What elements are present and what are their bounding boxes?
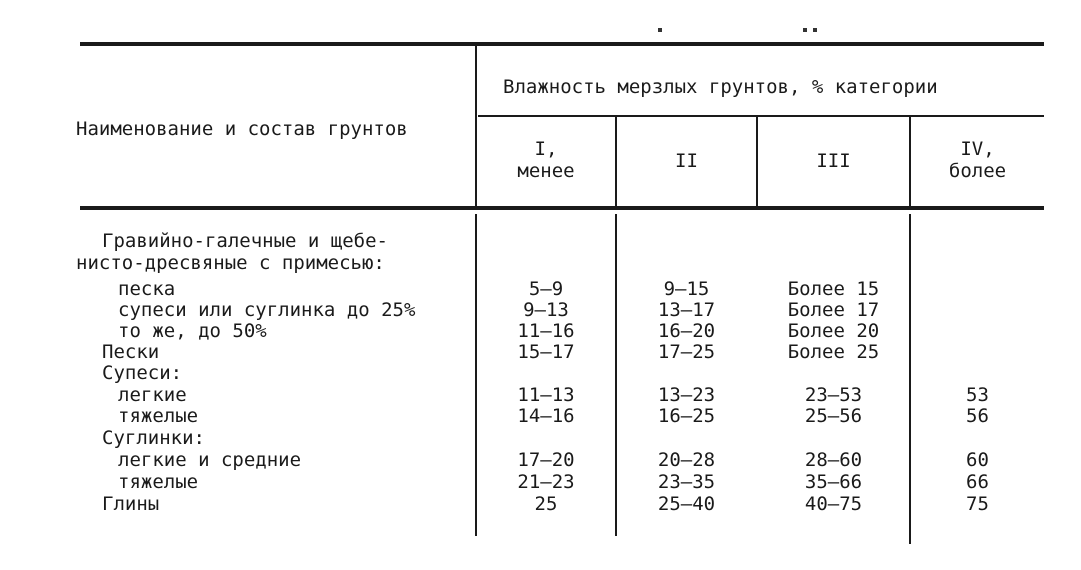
print-speck xyxy=(803,28,807,32)
row-name: супеси или суглинка до 25% xyxy=(118,299,416,321)
row-value-c2: 13—17 xyxy=(657,299,716,321)
row-value-c4: 56 xyxy=(966,405,989,427)
row-value-c4: 60 xyxy=(966,449,989,471)
row-value-c2: 17—25 xyxy=(657,341,716,363)
row-value-c3: Более 15 xyxy=(787,278,880,300)
header-bottom-rule xyxy=(80,206,1044,210)
row-value-c4: 75 xyxy=(966,493,989,515)
row-name: Пески xyxy=(102,341,160,363)
top-rule xyxy=(80,42,1044,46)
row-value-c2: 16—25 xyxy=(657,405,716,427)
row-name: Глины xyxy=(102,493,160,515)
row-name: легкие xyxy=(118,384,187,406)
row-value-c2: 16—20 xyxy=(657,320,716,342)
row-value-c2: 25—40 xyxy=(657,493,716,515)
row-name: тяжелые xyxy=(118,405,199,427)
row-name: нисто-дресвяные с примесью: xyxy=(76,252,385,274)
group-rule xyxy=(478,115,1044,117)
row-value-c2: 20—28 xyxy=(657,449,716,471)
category-1-numeral: I, xyxy=(534,138,558,160)
row-value-c3: 23—53 xyxy=(804,384,863,406)
row-value-c2: 23—35 xyxy=(657,471,716,493)
row-value-c2: 9—15 xyxy=(663,278,710,300)
row-name: тяжелые xyxy=(118,471,199,493)
row-name: Суглинки: xyxy=(102,427,205,449)
row-value-c3: Более 25 xyxy=(787,341,880,363)
row-name: Супеси: xyxy=(102,362,183,384)
category-4-qualifier: более xyxy=(948,160,1007,182)
row-value-c1: 5—9 xyxy=(528,278,564,300)
print-speck xyxy=(813,28,817,32)
moisture-group-header: Влажность мерзлых грунтов, % категории xyxy=(503,76,938,98)
row-value-c1: 11—16 xyxy=(517,320,575,342)
row-value-c1: 15—17 xyxy=(517,341,575,363)
row-value-c1: 9—13 xyxy=(523,299,569,321)
row-value-c1: 17—20 xyxy=(517,449,575,471)
row-name: легкие и средние xyxy=(118,449,302,471)
row-value-c3: 28—60 xyxy=(804,449,863,471)
row-value-c1: 11—13 xyxy=(517,384,575,406)
header-divider-name xyxy=(475,46,477,206)
name-column-header: Наименование и состав грунтов xyxy=(76,118,408,140)
category-1-qualifier: менее xyxy=(517,160,575,182)
row-value-c3: Более 20 xyxy=(787,320,880,342)
row-value-c1: 25 xyxy=(534,493,558,515)
category-1-header xyxy=(477,138,615,182)
row-value-c4: 66 xyxy=(966,471,989,493)
category-3-header: III xyxy=(816,150,851,172)
row-name: то же, до 50% xyxy=(118,320,267,342)
row-value-c1: 14—16 xyxy=(517,405,575,427)
row-value-c4: 53 xyxy=(966,384,989,406)
category-4-numeral: IV, xyxy=(960,138,995,160)
category-2-header: II xyxy=(675,150,698,172)
row-value-c1: 21—23 xyxy=(517,471,575,493)
row-name: песка xyxy=(118,278,176,300)
row-value-c2: 13—23 xyxy=(657,384,716,406)
row-value-c3: 25—56 xyxy=(804,405,863,427)
row-value-c3: 40—75 xyxy=(804,493,863,515)
row-value-c3: 35—66 xyxy=(804,471,863,493)
print-speck xyxy=(658,28,662,32)
category-4-header xyxy=(911,138,1044,182)
row-name: Гравийно-галечные и щебе- xyxy=(102,230,388,252)
row-value-c3: Более 17 xyxy=(787,299,880,321)
